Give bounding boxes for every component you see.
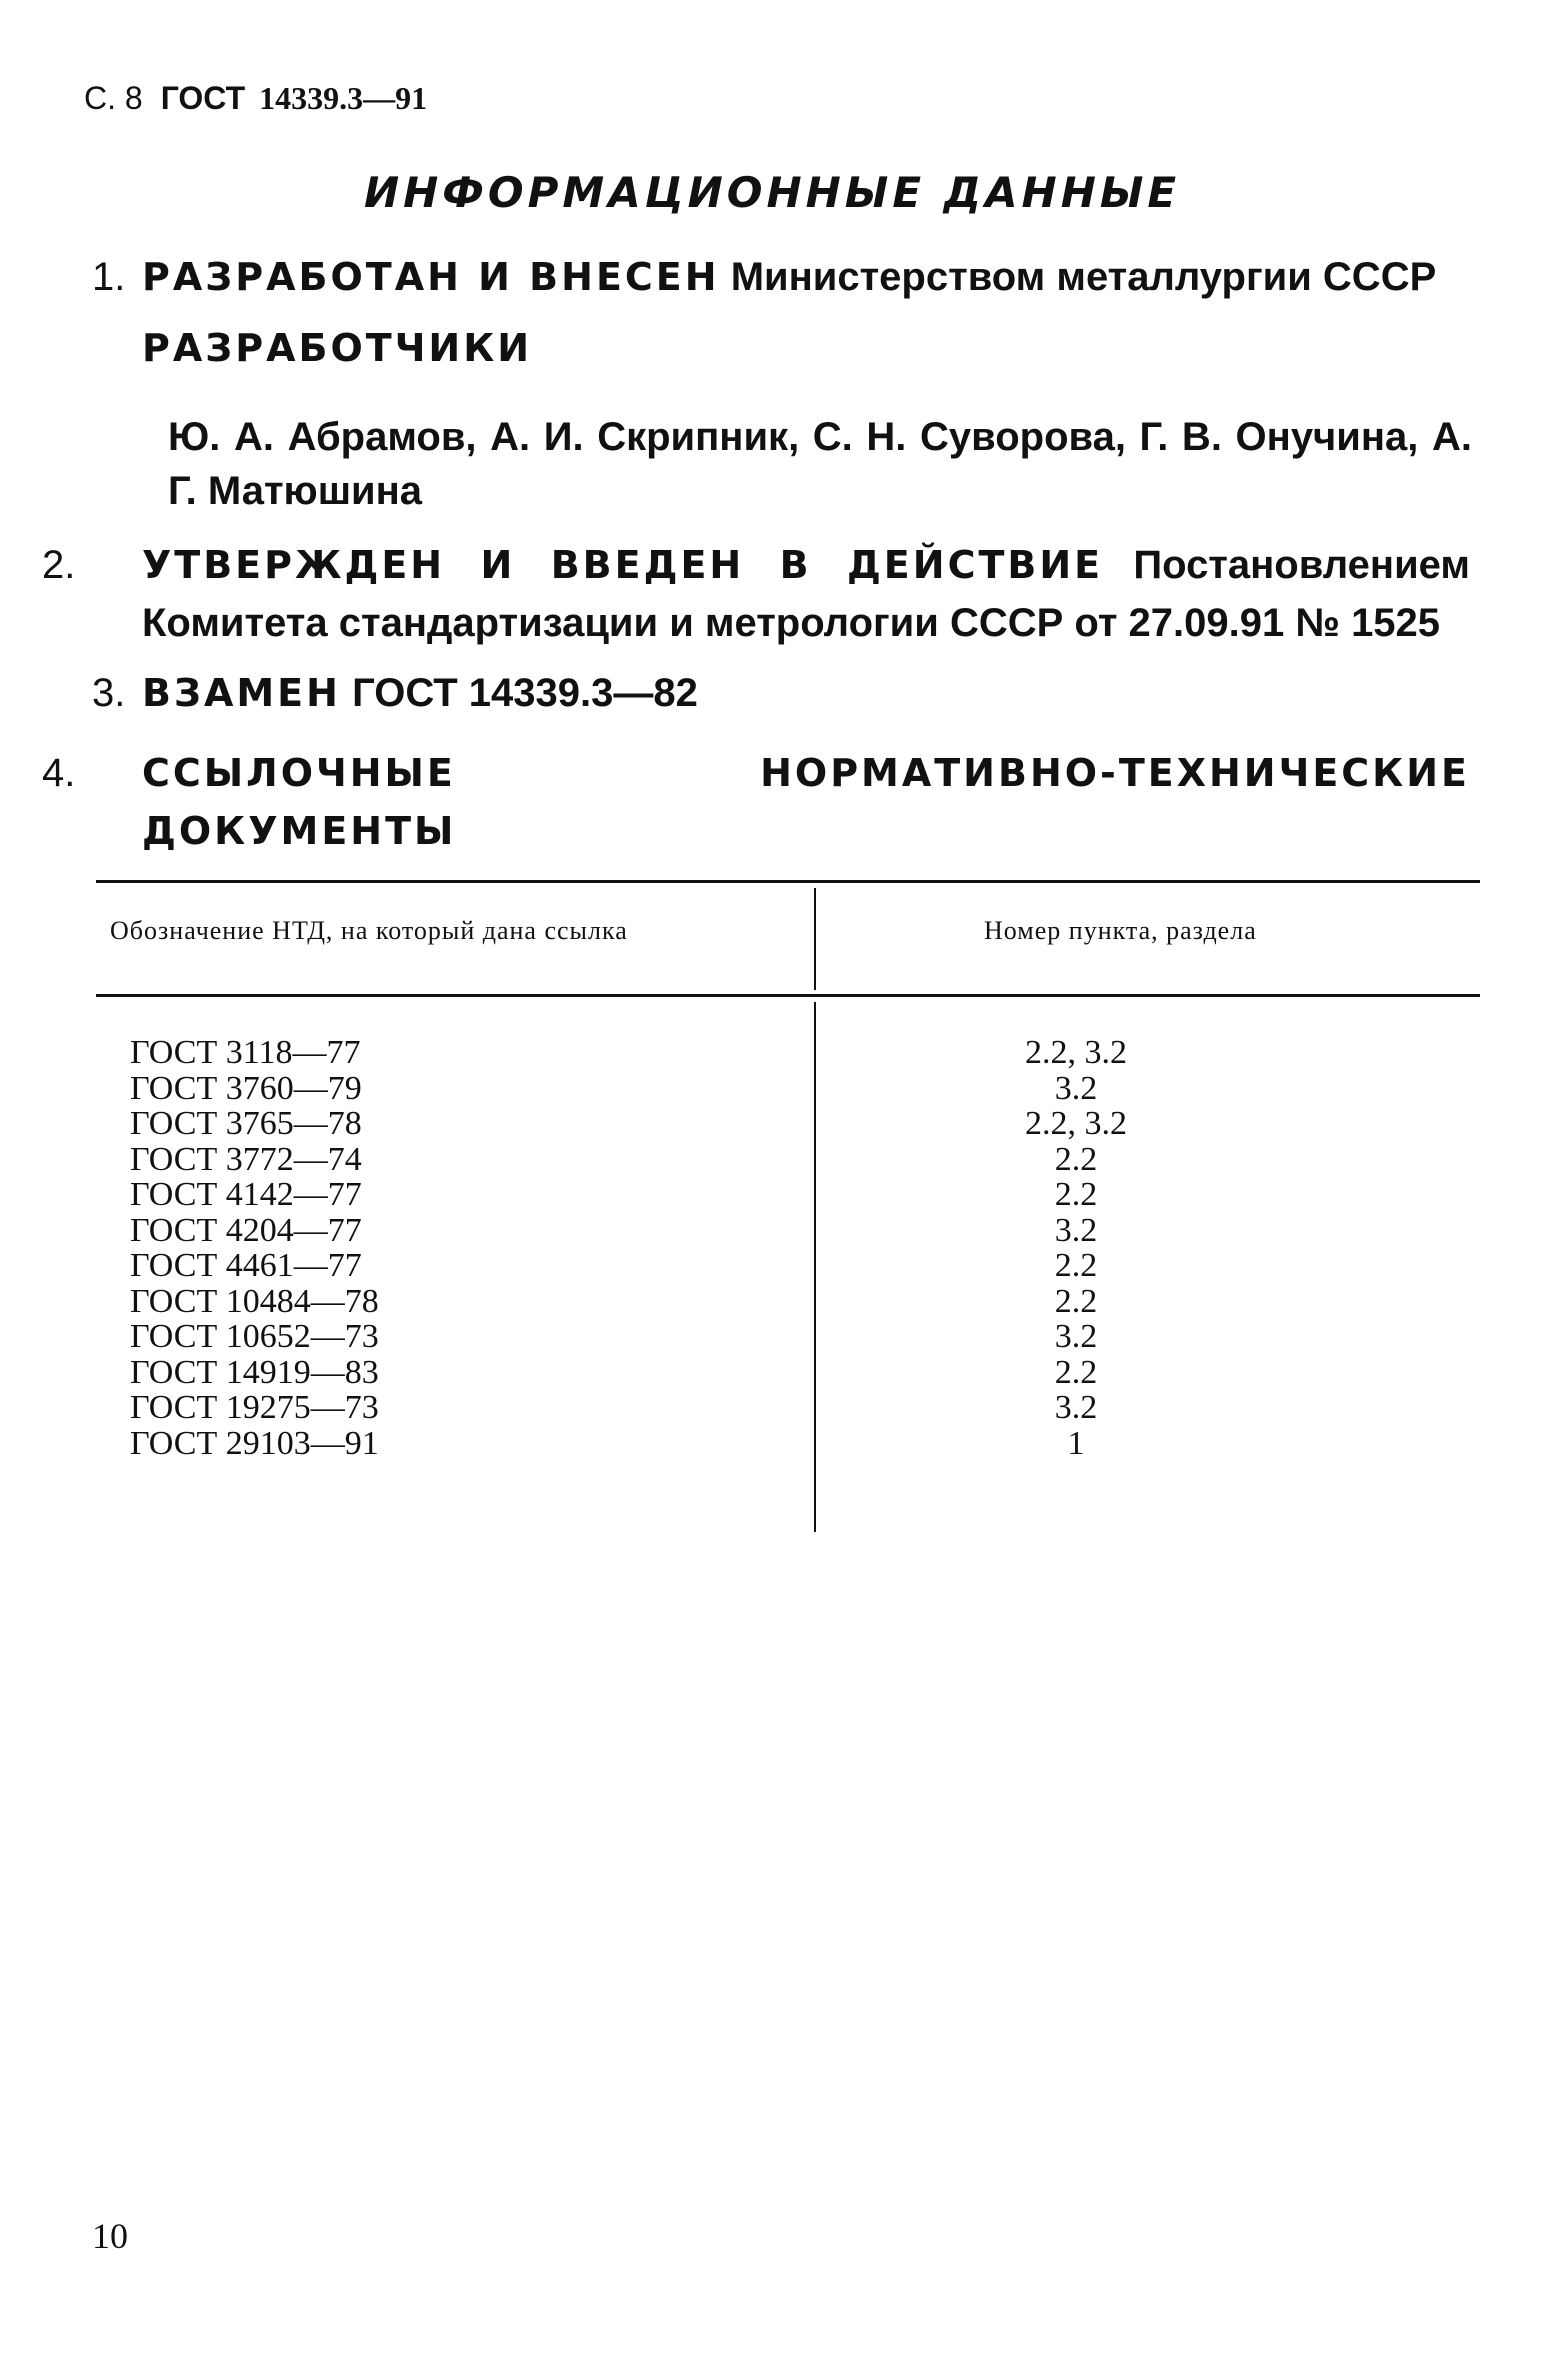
table-cell-designation: ГОСТ 10652—73: [130, 1318, 379, 1355]
page-header: [84, 80, 427, 117]
page-label: С. 8: [84, 80, 143, 116]
table-cell-designation: ГОСТ 29103—91: [130, 1424, 379, 1462]
table-cell-designation: ГОСТ 19275—73: [130, 1389, 379, 1426]
item-2: [42, 536, 1470, 652]
item-caps-text: ССЫЛОЧНЫЕ НОРМАТИВНО-ТЕХНИЧЕСКИЕ ДОКУМЕНТЫ: [142, 751, 1470, 853]
item-4: [42, 744, 1470, 860]
header-divider: [814, 888, 816, 990]
table-cell-designation: ГОСТ 4204—77: [130, 1211, 362, 1249]
document-title: ИНФОРМАЦИОННЫЕ ДАННЫЕ: [363, 168, 1181, 217]
page-number: 10: [92, 2216, 128, 2256]
table-cell-section: 2.2: [1054, 1176, 1098, 1213]
table-cell-section: 2.2: [1054, 1140, 1098, 1178]
item-text: Постановлением Комитета стандартизации и метрологии СССР от 27.09.91 № 1525: [142, 543, 1470, 645]
table-cell-designation: ГОСТ 10484—78: [130, 1282, 379, 1320]
developers-heading: РАЗРАБОТЧИКИ: [142, 326, 533, 370]
table-cell-section: 2.2: [1054, 1353, 1098, 1391]
header-section: Номер пункта, раздела: [984, 916, 1257, 945]
developers-names: Ю. А. Абрамов, А. И. Скрипник, С. Н. Суворова, Г. В. Онучина, А. Г. Матюшина: [168, 415, 1472, 513]
item-number: 2.: [42, 543, 76, 587]
table-cell-section: 3.2: [1054, 1389, 1098, 1426]
table-cell-section: 2.2: [1054, 1282, 1098, 1320]
item-3: [92, 664, 1470, 722]
item-number: 1.: [92, 255, 126, 299]
table-cell-designation: ГОСТ 4461—77: [130, 1247, 362, 1284]
header-designation: Обозначение НТД, на который дана ссылка: [110, 916, 628, 945]
table-cell-section: 2.2, 3.2: [1025, 1105, 1127, 1142]
column-divider: [814, 1002, 816, 1532]
table-cell-designation: ГОСТ 3760—79: [130, 1069, 362, 1107]
table-cell-designation: ГОСТ 3765—78: [130, 1105, 362, 1142]
table-cell-section: 1: [1067, 1424, 1085, 1462]
designation-column: [130, 1035, 379, 1461]
item-1: [92, 248, 1470, 306]
item-caps-text: УТВЕРЖДЕН И ВВЕДЕН В ДЕЙСТВИЕ: [142, 543, 1104, 587]
table-cell-designation: ГОСТ 3118—77: [130, 1034, 361, 1071]
table-header-rule: [96, 994, 1480, 997]
table-cell-section: 2.2, 3.2: [1025, 1034, 1127, 1071]
item-number: 4.: [42, 751, 76, 795]
table-top-rule: [96, 880, 1480, 883]
item-caps-text: ВЗАМЕН: [142, 671, 341, 715]
section-column: [846, 1035, 1306, 1461]
table-cell-designation: ГОСТ 14919—83: [130, 1353, 379, 1391]
item-caps-text: РАЗРАБОТАН И ВНЕСЕН: [142, 255, 720, 299]
table-cell-section: 3.2: [1054, 1318, 1098, 1355]
header-gost: ГОСТ: [160, 80, 246, 116]
header-standard-number: 14339.3—91: [259, 80, 428, 116]
table-cell-section: 2.2: [1054, 1247, 1098, 1284]
references-table: [96, 880, 1480, 1540]
table-cell-designation: ГОСТ 4142—77: [130, 1176, 362, 1213]
item-text: Министерством металлургии СССР: [730, 255, 1437, 299]
item-text: ГОСТ 14339.3—82: [352, 671, 698, 715]
item-number: 3.: [92, 671, 126, 715]
table-cell-section: 3.2: [1054, 1069, 1098, 1107]
table-cell-designation: ГОСТ 3772—74: [130, 1140, 362, 1178]
table-cell-section: 3.2: [1054, 1211, 1098, 1249]
